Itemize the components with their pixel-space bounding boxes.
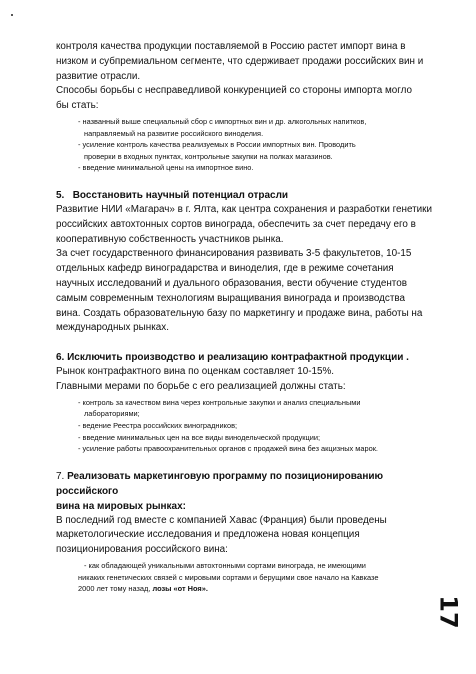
- s6-item-2: - ведение Реестра российских виноградников;: [78, 420, 238, 430]
- s6-item-3: - введение минимальных цен на все виды винодельческой продукции;: [78, 432, 321, 442]
- section-7-title-2: вина на мировых рынках:: [56, 500, 186, 512]
- s5-p2-line-4: самым современным технологиям выращивания винограда и производства: [56, 292, 405, 304]
- section-7-number: 7.: [56, 470, 65, 482]
- top-line-2: низком и субпремиальном сегменте, что сдерживает продажи российских вин и: [56, 55, 424, 67]
- unfair-intro-2: бы стать:: [56, 100, 99, 112]
- s6-item-1-line-1: - контроль за качеством вина через контрольные закупки и анализ специальными: [78, 397, 361, 407]
- s5-p1-line-3: кооперативную собственность участников рынка.: [56, 233, 284, 245]
- top-line-1: контроля качества продукции поставляемой в Россию растет импорт вина в: [56, 41, 406, 52]
- s7-list: [56, 560, 442, 595]
- unfair-intro-1: Способы борьбы с несправедливой конкуренцией со стороны импорта могло: [56, 85, 413, 97]
- s5-p1-line-1: Развитие НИИ «Магарач» в г. Ялта, как центра сохранения и разработки генетики: [56, 203, 433, 215]
- s5-p2-line-1: За счет государственного финансирования развивать 3-5 факультетов, 10-15: [56, 248, 412, 260]
- unfair-item-3: - введение минимальной цены на импортное вино.: [78, 163, 254, 173]
- s7-p1-line-1: В последний год вместе с компанией Хавас (Франция) были проведены: [56, 514, 387, 526]
- scan-dot: [11, 14, 13, 16]
- s7-item-line-1: - как обладающей уникальными автохтонными сортами винограда, не имеющими: [84, 561, 366, 571]
- section-5-heading: [56, 188, 442, 203]
- s6-list: [56, 397, 442, 455]
- spacer: [56, 336, 442, 350]
- s7-p1-line-2: маркетологические исследования и предложена новая концепция: [56, 529, 360, 541]
- s6-item-4: - усиление работы правоохранительных органов с продажей вина без акцизных марок.: [78, 444, 378, 454]
- spacer: [56, 174, 442, 188]
- s7-item-line-2: никаких генетических связей с мировыми сортами и берущими свое начало на Кавказе: [78, 572, 379, 582]
- s5-p2-line-5: вина. Создать образовательную базу по маркетингу и продаже вина, работы на: [56, 307, 423, 319]
- s5-p2-line-3: научных исследований и дуального образования, вести обучение студентов: [56, 277, 407, 289]
- unfair-item-2-line-2: проверки в входных пунктах, контрольные закупки на полках магазинов.: [84, 151, 333, 161]
- s5-p1-line-2: российских автохтонных сортов винограда, обеспечить за счет передачу его в: [56, 218, 416, 230]
- s6-item-1-line-2: лабораториями;: [84, 409, 140, 419]
- top-line-3: развитие отрасли.: [56, 70, 141, 82]
- section-5-number: 5.: [56, 189, 65, 201]
- page-number: 17: [434, 595, 463, 629]
- section-6-heading: 6. Исключить производство и реализацию контрафактной продукции .: [56, 352, 409, 364]
- unfair-list: [56, 116, 442, 174]
- page-content: [56, 40, 442, 595]
- section-5-title: Восстановить научный потенциал отрасли: [72, 189, 289, 201]
- unfair-item-1-line-2: направляемый на развитие российского виноделия.: [84, 128, 264, 138]
- unfair-item-2-line-1: - усиление контроль качества реализуемых в России импортных вин. Проводить: [78, 140, 356, 150]
- s6-p2: Главными мерами по борьбе с его реализацией должны стать:: [56, 380, 346, 392]
- s7-item-bold: лозы «от Ноя».: [152, 584, 208, 594]
- s7-p1-line-3: позиционирования российского вина:: [56, 544, 228, 556]
- section-7-title-1: Реализовать маркетинговую программу по позиционированию российского: [56, 470, 384, 497]
- s5-p2-line-2: отдельных кафедр виноградарства и виноделия, где в режиме сочетания: [56, 263, 394, 275]
- section-7-heading-line-1: [56, 469, 442, 499]
- s7-item-line-3: [78, 583, 442, 595]
- spacer: [56, 455, 442, 469]
- s6-p1: Рынок контрафактного вина по оценкам составляет 10-15%.: [56, 366, 335, 378]
- s7-item-line-3-text: 2000 лет тому назад,: [78, 584, 151, 594]
- s5-p2-line-6: международных рынках.: [56, 322, 169, 334]
- unfair-item-1-line-1: - названный выше специальный сбор с импортных вин и др. алкогольных напитков,: [78, 116, 367, 126]
